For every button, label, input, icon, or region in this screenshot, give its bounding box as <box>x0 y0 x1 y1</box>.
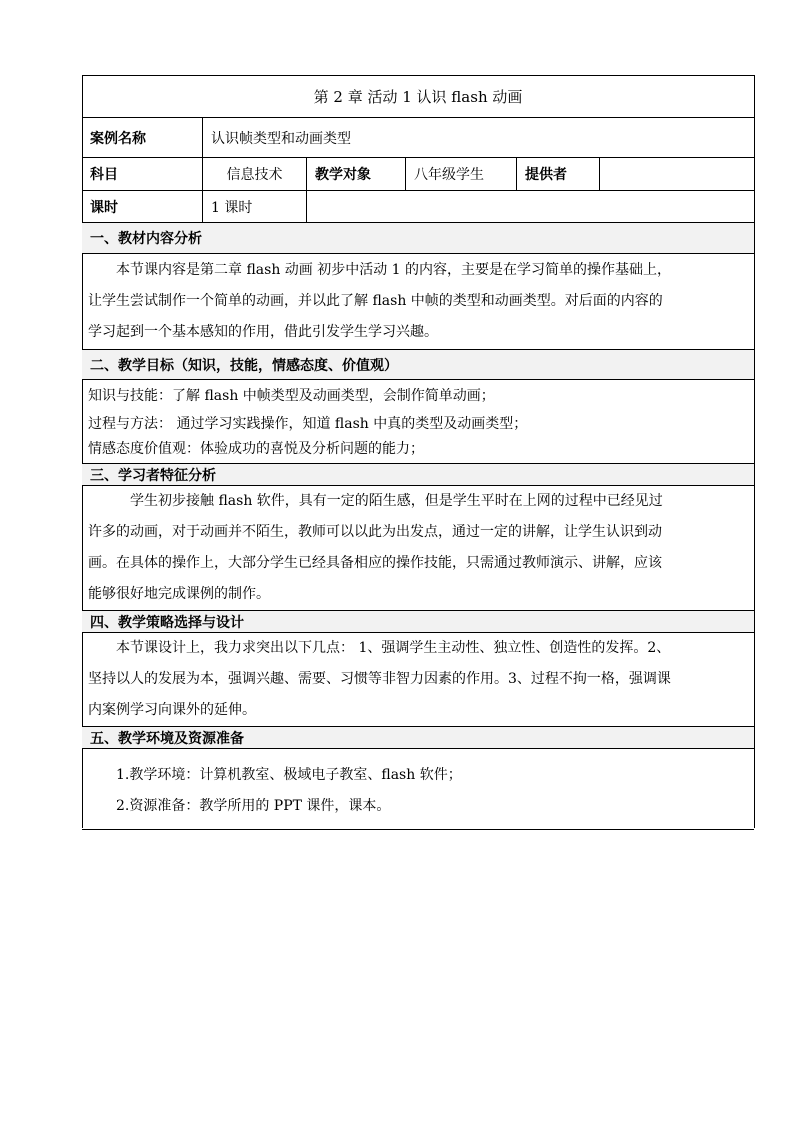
section-line: 坚持以人的发展为本，强调兴趣、需要、习惯等非智力因素的作用。3、过程不拘一格，强调课 <box>88 671 671 687</box>
section-body <box>82 748 754 830</box>
section-3-text <box>88 486 748 610</box>
section-line: 能够很好地完成课例的制作。 <box>88 586 270 602</box>
section-line: 2.资源准备：教学所用的 PPT 课件，课本。 <box>116 798 391 814</box>
section-line: 学习起到一个基本感知的作用，借此引发学生学习兴趣。 <box>88 324 438 340</box>
case-label: 案例名称 <box>90 130 146 147</box>
section-line: 情感态度价值观：体验成功的喜悦及分析问题的能力； <box>88 441 424 457</box>
section-line: 画。在具体的操作上，大部分学生已经具备相应的操作技能，只需通过教师演示、讲解，应该 <box>88 555 662 571</box>
page-title: 第 2 章 活动 1 认识 flash 动画 <box>313 88 523 106</box>
hours-row <box>82 190 754 222</box>
section-line: 本节课内容是第二章 flash 动画 初步中活动 1 的内容，主要是在学习简单的操作基础上， <box>116 262 672 278</box>
section-heading-row <box>82 610 754 632</box>
section-5-text <box>88 760 748 822</box>
section-3-heading: 三、学习者特征分析 <box>90 467 216 484</box>
case-value: 认识帧类型和动画类型 <box>211 130 351 147</box>
section-body <box>82 632 754 726</box>
target-label: 教学对象 <box>315 167 371 183</box>
section-heading-row <box>82 222 754 253</box>
section-line: 学生初步接触 flash 软件，具有一定的陌生感，但是学生平时在上网的过程中已经见过 <box>130 493 663 509</box>
provider-label: 提供者 <box>525 167 567 183</box>
section-2-text <box>88 382 748 460</box>
section-2-heading: 二、教学目标（知识，技能，情感态度、价值观） <box>90 357 398 374</box>
section-body <box>82 485 754 610</box>
section-4-text <box>88 633 748 726</box>
hours-label: 课时 <box>90 199 118 216</box>
subject-value: 信息技术 <box>226 167 283 183</box>
section-body <box>82 253 754 349</box>
lesson-plan-table <box>82 75 754 830</box>
section-body <box>82 379 754 463</box>
section-line: 许多的动画，对于动画并不陌生，教师可以以此为出发点，通过一定的讲解，让学生认识到动 <box>88 524 662 540</box>
section-5-heading: 五、教学环境及资源准备 <box>90 730 244 747</box>
section-line: 内案例学习向课外的延伸。 <box>88 702 256 718</box>
case-row <box>82 117 754 157</box>
section-line: 1.教学环境：计算机教室、极域电子教室、flash 软件； <box>116 767 462 783</box>
section-heading-row <box>82 349 754 379</box>
section-1-heading: 一、教材内容分析 <box>90 231 202 247</box>
provider-value <box>600 158 754 190</box>
section-heading-row <box>82 726 754 748</box>
section-line: 本节课设计上，我力求突出以下几点： 1、强调学生主动性、独立性、创造性的发挥。2、 <box>116 640 671 656</box>
section-line: 让学生尝试制作一个简单的动画，并以此了解 flash 中帧的类型和动画类型。对后面的内容的 <box>88 293 663 309</box>
section-1-text <box>88 255 748 348</box>
section-line: 知识与技能：了解 flash 中帧类型及动画类型，会制作简单动画； <box>88 388 495 404</box>
info-row <box>82 157 754 190</box>
hours-value: 1 课时 <box>211 199 253 216</box>
target-value: 八年级学生 <box>414 167 484 183</box>
section-line: 过程与方法： 通过学习实践操作，知道 flash 中真的类型及动画类型； <box>88 416 528 432</box>
section-heading-row <box>82 463 754 485</box>
subject-label: 科目 <box>90 167 118 183</box>
section-4-heading: 四、教学策略选择与设计 <box>90 614 244 631</box>
title-row <box>82 75 754 117</box>
